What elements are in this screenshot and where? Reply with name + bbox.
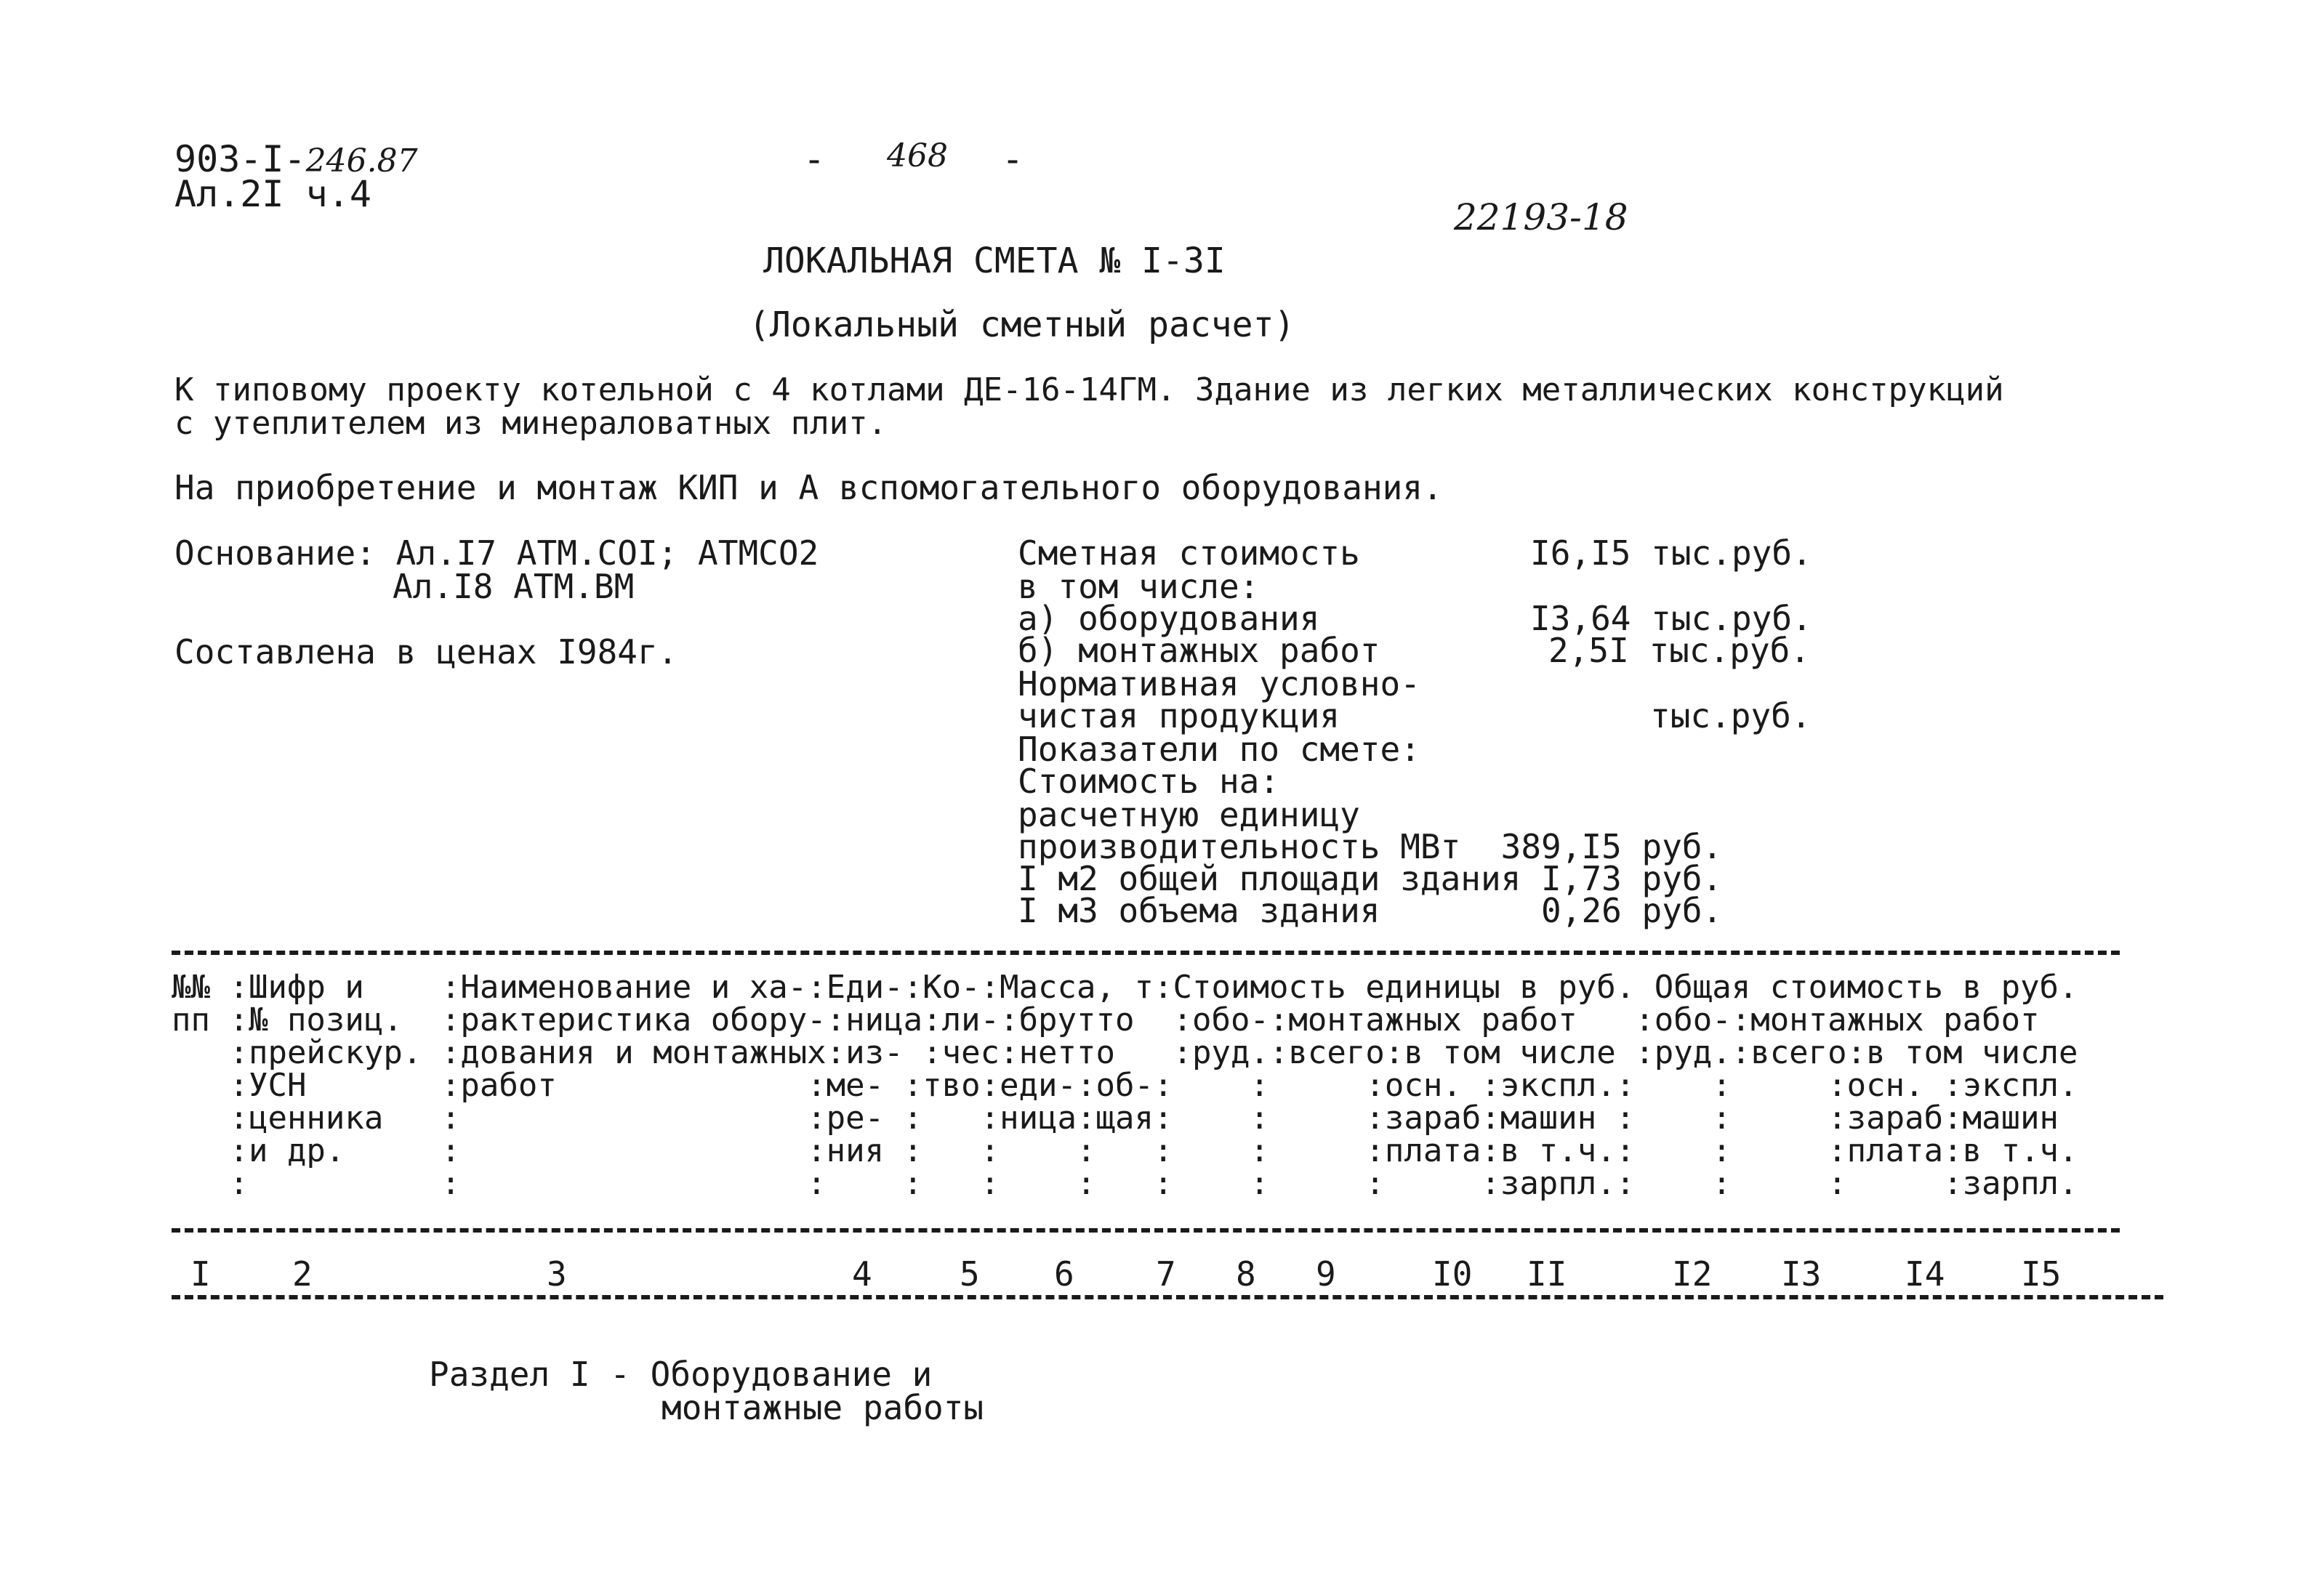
cost-label: расчетную единицу [1018, 795, 1360, 834]
column-number: 3 [547, 1254, 567, 1294]
cost-value: I3,64 тыс.руб. [1530, 599, 1812, 638]
column-number: 2 [292, 1254, 313, 1294]
cost-value: тыс.руб. [1650, 696, 1812, 735]
column-number: II [1527, 1254, 1567, 1294]
cost-label: I м3 объема здания 0,26 руб. [1018, 891, 1723, 930]
basis-line-2: Ал.I8 АТМ.ВМ [393, 567, 635, 606]
table-header-line: пп :№ позиц. :рактеристика обору-:ница:ли-:брутто :обо-:монтажных работ :обо-:монтажных работ [172, 1001, 2040, 1038]
column-number: 5 [960, 1254, 980, 1294]
cost-label: а) оборудования [1018, 599, 1320, 638]
column-number: I3 [1781, 1254, 1822, 1294]
section-heading-line-1: Раздел I - Оборудование и [429, 1355, 933, 1394]
cost-label: в том числе: [1018, 567, 1260, 606]
column-number: I [190, 1254, 211, 1294]
column-numbers-rule [172, 1295, 2163, 1299]
stamp-number: 22193-18 [1454, 196, 1628, 238]
column-number: 8 [1236, 1254, 1256, 1294]
table-top-rule [172, 951, 2120, 955]
cost-label: Сметная стоимость [1018, 533, 1360, 573]
column-number: I5 [2021, 1254, 2062, 1294]
column-number: 4 [852, 1254, 872, 1294]
table-header-line: :УСН :работ :ме- :тво:еди-:об-: : :осн. :экспл.: : :осн. :экспл. [172, 1067, 2078, 1104]
cost-value: 2,5I тыс.руб. [1548, 631, 1811, 670]
cost-label: Нормативная условно- [1018, 664, 1420, 703]
page-number-prefix: - [803, 138, 826, 180]
table-header-line: №№ :Шифр и :Наименование и ха-:Еди-:Ко-:Масса, т:Стоимость единицы в руб. Общая стоимость в руб. [172, 969, 2078, 1006]
project-purpose: На приобретение и монтаж КИП и А вспомогательного оборудования. [174, 468, 1443, 507]
column-number: I4 [1905, 1254, 1945, 1294]
column-number: I2 [1672, 1254, 1713, 1294]
cost-label: чистая продукция [1018, 696, 1340, 735]
table-header-line: :ценника : :ре- : :ница:щая: : :зараб:машин : : :зараб:машин [172, 1100, 2059, 1137]
section-heading-line-2: монтажные работы [662, 1388, 984, 1427]
document-code: 903-I-246.87 [174, 138, 418, 180]
cost-label: I м2 общей площади здания I,73 руб. [1018, 859, 1723, 898]
basis-line-1: Основание: Ал.I7 АТМ.СОI; АТМСО2 [174, 533, 819, 573]
column-number: 9 [1316, 1254, 1336, 1294]
column-number: 7 [1156, 1254, 1176, 1294]
document-code-handwritten: 246.87 [305, 142, 418, 180]
page-title: ЛОКАЛЬНАЯ СМЕТА № I-3I [763, 241, 1226, 281]
project-line-2: с утеплителем из минераловатных плит. [174, 405, 888, 442]
table-header-line: :и др. : :ния : : : : : :плата:в т.ч.: : :плата:в т.ч. [172, 1132, 2078, 1169]
cost-label: Стоимость на: [1018, 762, 1280, 801]
column-number: 6 [1054, 1254, 1074, 1294]
cost-value: I6,I5 тыс.руб. [1530, 533, 1812, 573]
page-number-suffix: - [1002, 138, 1024, 180]
cost-label: Показатели по смете: [1018, 730, 1420, 769]
table-header-line: : : : : : : : : : :зарпл.: : : :зарпл. [172, 1165, 2078, 1202]
page-subtitle: (Локальный сметный расчет) [749, 305, 1295, 345]
project-line-1: К типовому проекту котельной с 4 котлами ДЕ-16-14ГМ. Здание из легких металлических конструкций [174, 371, 2004, 408]
album-line: Ал.2I ч.4 [174, 173, 371, 215]
page-number: 468 [887, 137, 948, 174]
prices-note: Составлена в ценах I984г. [174, 632, 678, 671]
table-header-rule [172, 1228, 2120, 1233]
column-number: I0 [1432, 1254, 1473, 1294]
table-header-line: :прейскур. :дования и монтажных:из- :чес:нетто :руд.:всего:в том числе :руд.:всего:в том числе [172, 1034, 2078, 1071]
cost-label: производительность МВт 389,I5 руб. [1018, 827, 1723, 866]
cost-label: б) монтажных работ [1018, 631, 1380, 670]
